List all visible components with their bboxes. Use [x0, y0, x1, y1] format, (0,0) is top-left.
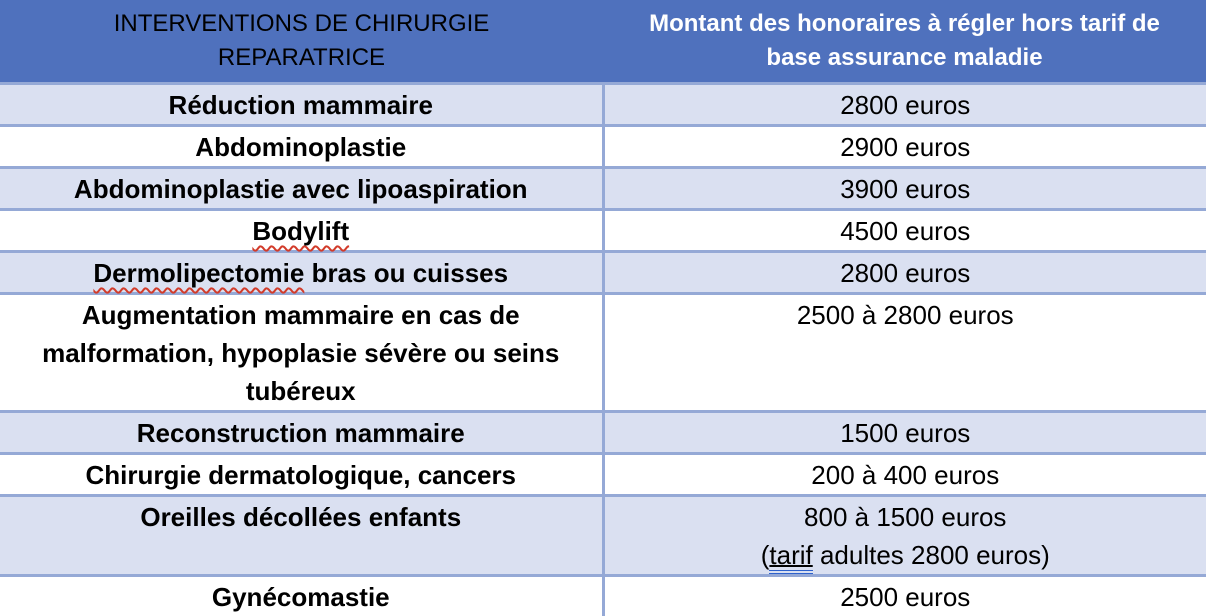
grammar-flagged-word: tarif: [769, 540, 812, 574]
table-row: [0, 496, 1206, 576]
amount-cell: 3900 euros: [603, 168, 1206, 210]
intervention-cell: Oreilles décollées enfants: [0, 496, 603, 576]
amount-note-open: (: [761, 540, 770, 570]
table-body: [0, 84, 1206, 616]
amount-note-rest: adultes 2800 euros): [813, 540, 1050, 570]
table-row: [0, 84, 1206, 126]
amount-cell: [603, 496, 1206, 576]
intervention-cell: Chirurgie dermatologique, cancers: [0, 454, 603, 496]
table-row: [0, 294, 1206, 412]
table-header: [0, 0, 1206, 84]
table-row: [0, 168, 1206, 210]
amount-cell: 2800 euros: [603, 84, 1206, 126]
table-row: [0, 576, 1206, 616]
intervention-cell: Abdominoplastie: [0, 126, 603, 168]
intervention-cell: Abdominoplastie avec lipoaspiration: [0, 168, 603, 210]
amount-cell: 4500 euros: [603, 210, 1206, 252]
intervention-cell: Gynécomastie: [0, 576, 603, 616]
intervention-cell: Augmentation mammaire en cas de malformation, hypoplasie sévère ou seins tubéreux: [0, 294, 603, 412]
table-row: [0, 454, 1206, 496]
intervention-cell: [0, 210, 603, 252]
intervention-text: bras ou cuisses: [304, 258, 508, 288]
amount-range: 800 à 1500 euros: [804, 502, 1006, 532]
table-row: [0, 126, 1206, 168]
table-row: [0, 210, 1206, 252]
header-row: [0, 0, 1206, 84]
misspelled-word: Dermolipectomie: [93, 258, 304, 288]
misspelled-word: Bodylift: [252, 216, 349, 246]
table-row: [0, 252, 1206, 294]
amount-cell: 2500 euros: [603, 576, 1206, 616]
amount-cell: 1500 euros: [603, 412, 1206, 454]
header-cell-amount: Montant des honoraires à régler hors tarif de base assurance maladie: [603, 0, 1206, 84]
header-cell-interventions: INTERVENTIONS DE CHIRURGIE REPARATRICE: [0, 0, 603, 84]
intervention-cell: Réduction mammaire: [0, 84, 603, 126]
table-row: [0, 412, 1206, 454]
intervention-cell: [0, 252, 603, 294]
amount-cell: 200 à 400 euros: [603, 454, 1206, 496]
amount-cell: 2900 euros: [603, 126, 1206, 168]
intervention-cell: Reconstruction mammaire: [0, 412, 603, 454]
amount-cell: 2800 euros: [603, 252, 1206, 294]
amount-cell: 2500 à 2800 euros: [603, 294, 1206, 412]
